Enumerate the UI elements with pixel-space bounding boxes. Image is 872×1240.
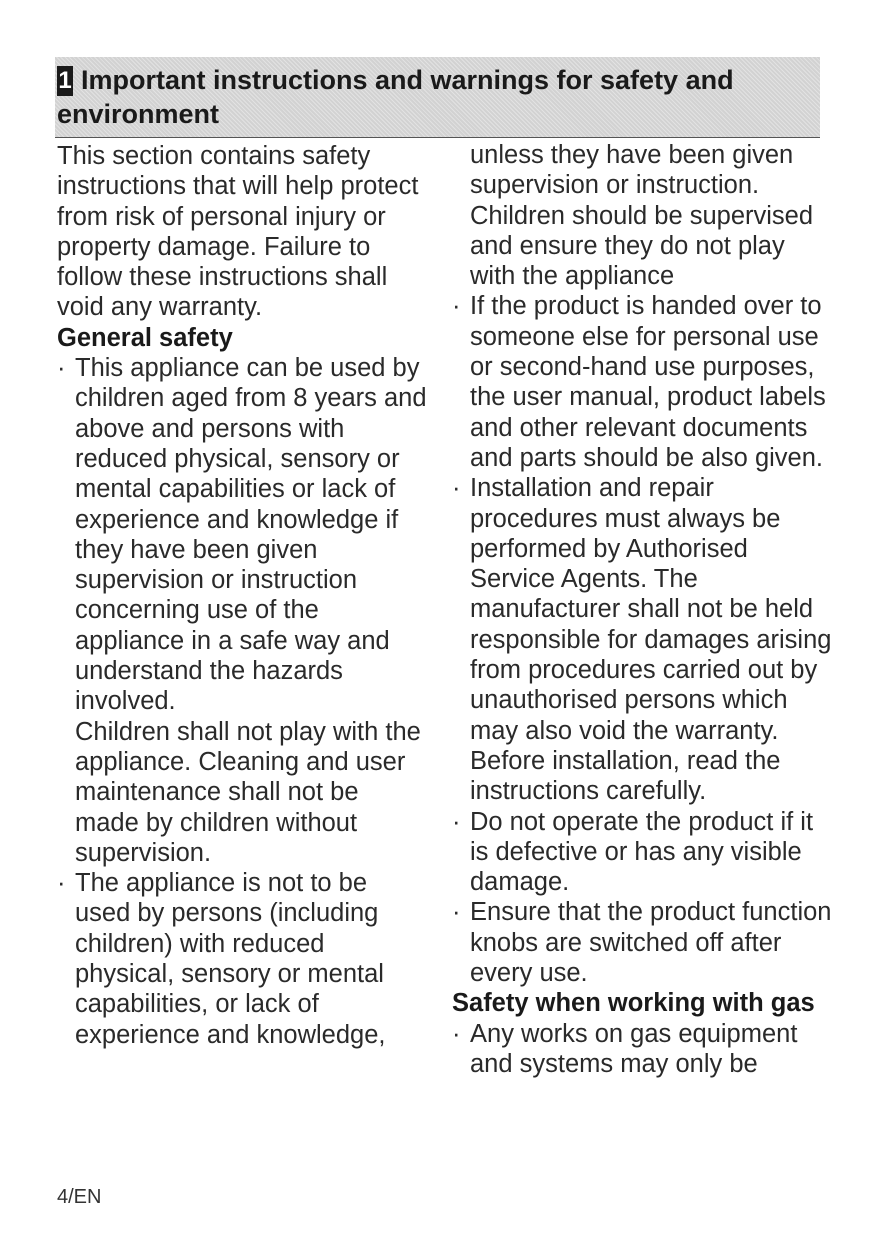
general-safety-heading: General safety [57, 323, 233, 352]
section-number-badge: 1 [58, 67, 72, 94]
list-item: · This appliance can be used by children aged from 8 years and above and persons with reduced physical, sensory or mental capabilities or lack of experience and knowledge if they have been given supervision or instruction concerning use of the appliance in a safe way and understand the hazards involved. [57, 353, 427, 717]
general-safety-list-right [452, 291, 832, 988]
page-number: 4/EN [57, 1186, 102, 1208]
gas-safety-list [452, 1019, 832, 1080]
general-safety-list [57, 353, 427, 717]
section-title-text: Important instructions and warnings for safety and environment [57, 65, 734, 129]
list-item-continuation: unless they have been given supervision or instruction. Children should be supervised and ensure they do not play with the appliance [470, 141, 814, 291]
section-header-banner [55, 57, 820, 138]
left-column [57, 141, 427, 1050]
general-safety-list-continued [57, 868, 427, 1050]
section-title [57, 63, 807, 131]
gas-safety-heading: Safety when working with gas [452, 989, 815, 1018]
intro-paragraph: This section contains safety instructions that will help protect from risk of personal injury or property damage. Failure to follow these instructions shall void any warranty. [57, 142, 419, 322]
list-item: · The appliance is not to be used by persons (including children) with reduced physical, sensory or mental capabilities, or lack of experience and knowledge, [57, 868, 427, 1050]
list-item-continuation: Children shall not play with the appliance. Cleaning and user maintenance shall not be made by children without supervision. [75, 717, 421, 867]
list-item: · Installation and repair procedures must always be performed by Authorised Service Agents. The manufacturer shall not be held responsible for damages arising from procedures carried out by unauthorised persons which may also void the warranty. Before installation, read the instructions carefully. [452, 473, 832, 806]
list-item: · Ensure that the product function knobs are switched off after every use. [452, 897, 832, 988]
list-item: · If the product is handed over to someone else for personal use or second-hand use purposes, the user manual, product labels and other relevant documents and parts should be also given. [452, 291, 832, 473]
right-column [452, 140, 832, 1079]
list-item: · Any works on gas equipment and systems may only be [452, 1019, 832, 1080]
list-item: · Do not operate the product if it is defective or has any visible damage. [452, 807, 832, 898]
